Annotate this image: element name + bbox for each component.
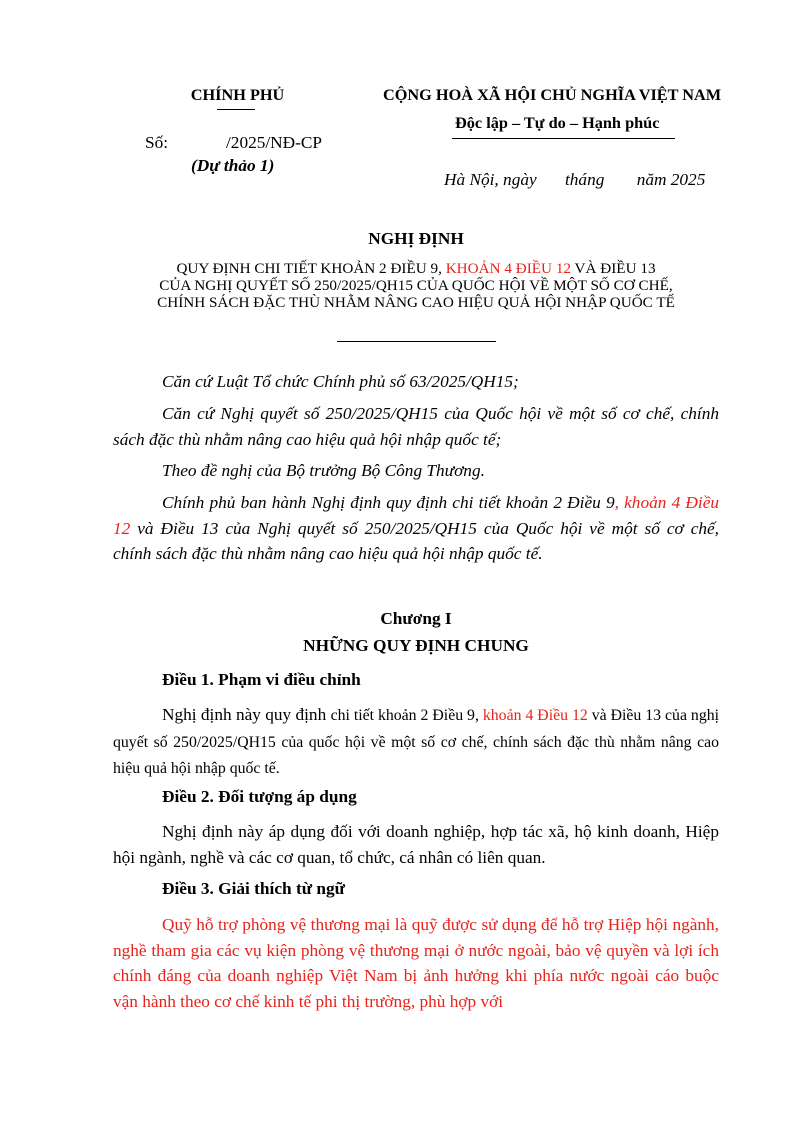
article-1-text-b: chi tiết khoản 2 Điều 9, bbox=[330, 707, 483, 724]
article-1-text-red: khoản 4 Điều 12 bbox=[482, 707, 588, 724]
place-date-month: tháng bbox=[564, 170, 605, 189]
national-motto: Độc lập – Tự do – Hạnh phúc bbox=[455, 113, 660, 132]
agency-underline bbox=[217, 109, 255, 110]
country-name: CỘNG HOÀ XÃ HỘI CHỦ NGHĨA VIỆT NAM bbox=[383, 85, 722, 104]
motto-underline bbox=[452, 138, 675, 139]
document-subject bbox=[90, 260, 742, 311]
subject-line-1 bbox=[90, 260, 742, 277]
promulgation-text-a: Chính phủ ban hành Nghị định quy định chi tiết khoản 2 Điều 9 bbox=[162, 493, 615, 512]
agency-name: CHÍNH PHỦ bbox=[190, 85, 285, 104]
promulgation-text-b: và Điều 13 của Nghị quyết số 250/2025/QH15 của Quốc hội về một số cơ chế, chính sách đặc thù nhằm nâng cao hiệu quả hội nhập quốc tế. bbox=[113, 518, 719, 563]
preamble-promulgation bbox=[113, 490, 719, 567]
preamble-legal-basis-1: Căn cứ Luật Tổ chức Chính phủ số 63/2025/QH15; bbox=[162, 372, 519, 391]
article-1-text-a: Nghị định này quy định bbox=[162, 705, 331, 724]
preamble-proposal: Theo đề nghị của Bộ trưởng Bộ Công Thương. bbox=[162, 461, 485, 480]
place-date bbox=[444, 170, 705, 190]
document-number-value: /2025/NĐ-CP bbox=[226, 133, 323, 152]
article-2-text: Nghị định này áp dụng đối với doanh nghiệp, hợp tác xã, hộ kinh doanh, Hiệp hội ngành, nghề và các cơ quan, tổ chức, cá nhân có liên quan. bbox=[113, 822, 719, 867]
subject-line-3: CHÍNH SÁCH ĐẶC THÙ NHẰM NÂNG CAO HIỆU QUẢ HỘI NHẬP QUỐC TẾ bbox=[157, 294, 675, 311]
subject-line-2: CỦA NGHỊ QUYẾT SỐ 250/2025/QH15 CỦA QUỐC HỘI VỀ MỘT SỐ CƠ CHẾ, bbox=[159, 277, 673, 294]
document-type-title: NGHỊ ĐỊNH bbox=[368, 229, 464, 248]
promulgation-text-red: , khoản 4 Điều 12 bbox=[113, 493, 720, 538]
place-date-place: Hà Nội, ngày bbox=[444, 170, 537, 189]
article-3-heading: Điều 3. Giải thích từ ngữ bbox=[162, 879, 346, 898]
place-date-year: năm 2025 bbox=[636, 170, 706, 189]
subject-line-1-b: VÀ ĐIỀU 13 bbox=[574, 260, 656, 277]
document-number-label: Số: bbox=[145, 133, 169, 152]
subject-line-1-red: KHOẢN 4 ĐIỀU 12 bbox=[445, 260, 572, 277]
article-1-text-c: và Điều 13 của nghị quyết số 250/2025/QH15 của quốc hội về một số cơ chế, chính sách đặc thù nhằm nâng cao hiệu quả hội nhập quốc tế. bbox=[113, 707, 720, 777]
article-3-text: Quỹ hỗ trợ phòng vệ thương mại là quỹ được sử dụng để hỗ trợ Hiệp hội ngành, nghề tham gia các vụ kiện phòng vệ thương mại ở nước ngoài, bảo vệ quyền và lợi ích chính đáng của doanh nghiệp Việt Nam bị ảnh hưởng khi phía nước ngoài cáo buộc vận hành theo cơ chế kinh tế phi thị trường, phù hợp với bbox=[113, 915, 719, 1011]
subject-line-1-a: QUY ĐỊNH CHI TIẾT KHOẢN 2 ĐIỀU 9, bbox=[176, 260, 442, 277]
preamble-legal-basis-2: Căn cứ Nghị quyết số 250/2025/QH15 của Quốc hội về một số cơ chế, chính sách đặc thù nhằm nâng cao hiệu quả hội nhập quốc tế; bbox=[113, 404, 719, 449]
article-1-text bbox=[113, 702, 719, 782]
title-divider bbox=[337, 341, 496, 342]
chapter-number: Chương I bbox=[380, 609, 452, 628]
draft-label: (Dự thảo 1) bbox=[191, 156, 275, 175]
article-2-heading: Điều 2. Đối tượng áp dụng bbox=[162, 787, 357, 806]
article-1-heading: Điều 1. Phạm vi điều chỉnh bbox=[162, 670, 361, 689]
chapter-title: NHỮNG QUY ĐỊNH CHUNG bbox=[303, 636, 529, 655]
